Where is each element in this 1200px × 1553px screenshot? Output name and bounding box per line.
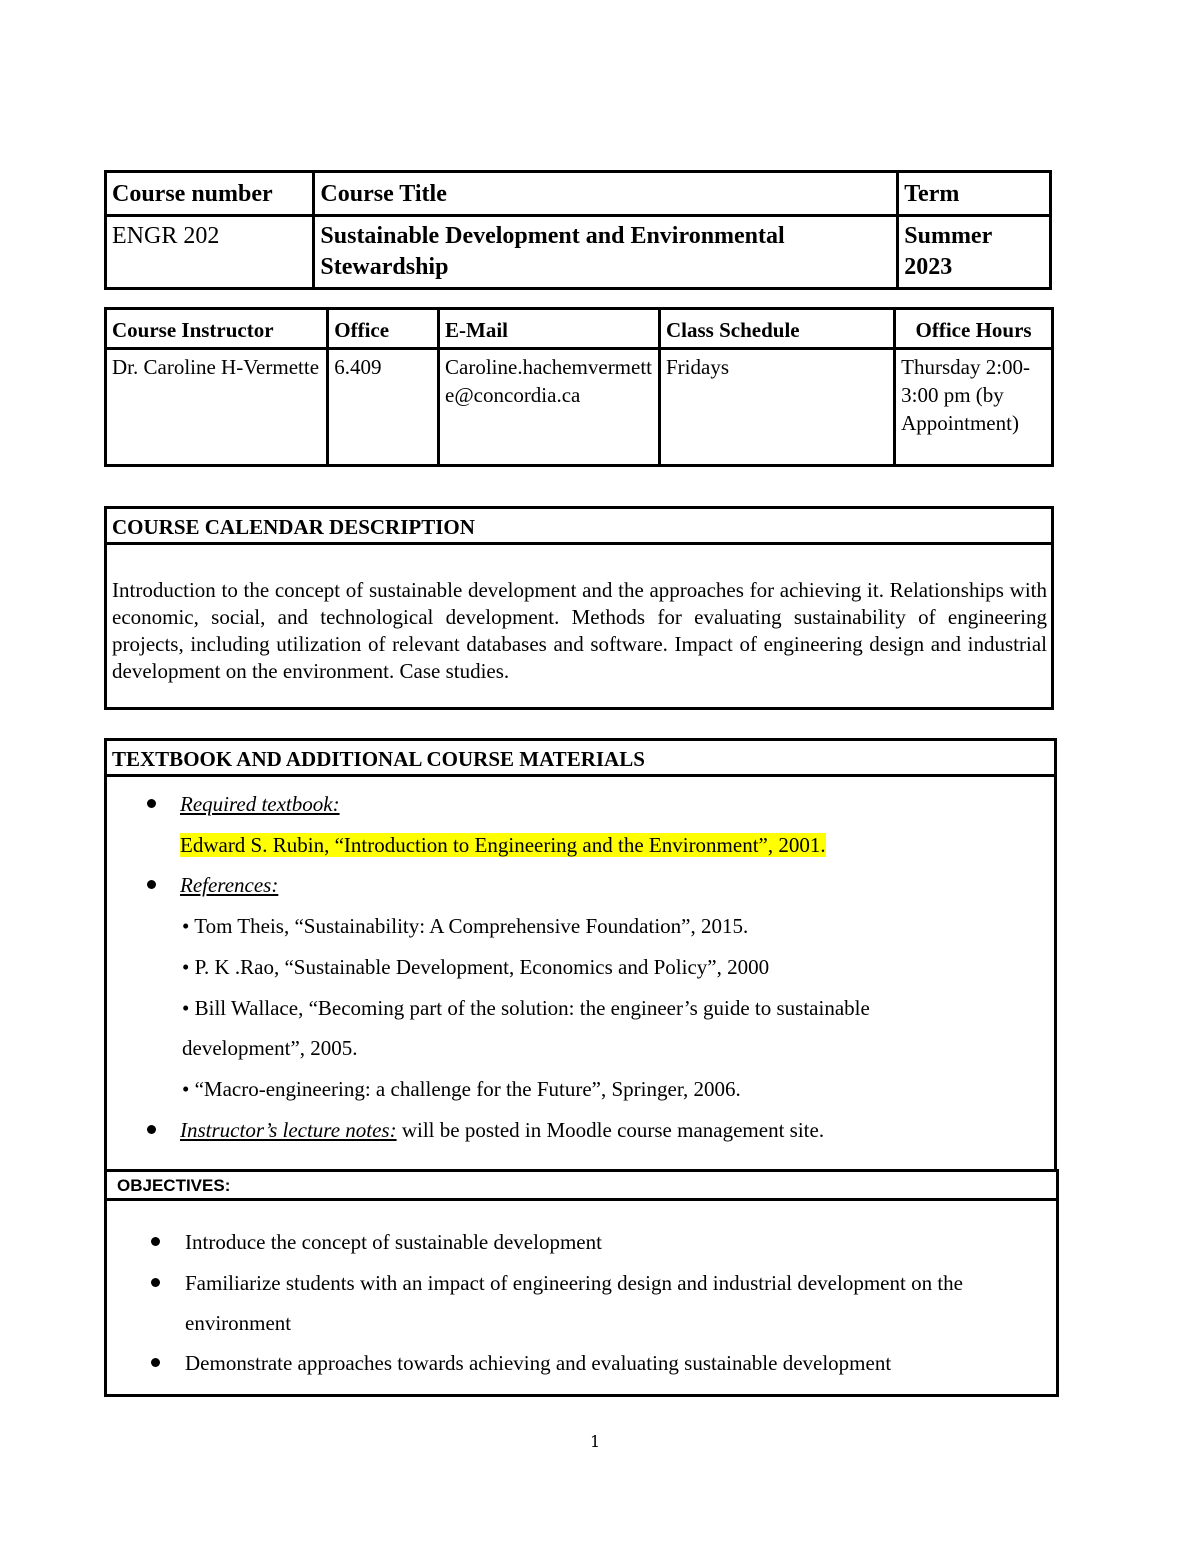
required-textbook xyxy=(180,831,826,859)
lecture-notes-line xyxy=(180,1116,824,1144)
objectives-section xyxy=(104,1169,1059,1397)
instructor-row xyxy=(106,349,1053,466)
email-header: E-Mail xyxy=(439,309,660,349)
course-number-cell: ENGR 202 xyxy=(106,216,314,289)
references-label: References: xyxy=(180,873,279,897)
objectives-heading: OBJECTIVES: xyxy=(107,1172,1056,1201)
course-info-row xyxy=(106,216,1051,289)
calendar-description: Introduction to the concept of sustainable development and the approaches for achieving it. Relationships with economic, social, and technological development. Methods for evaluating sustainability of engineering projects, including utilization of relevant databases and software. Impact of engineering design and industrial development on the environment. Case studies. xyxy=(112,578,1047,683)
objective-item: Introduce the concept of sustainable development xyxy=(185,1230,602,1254)
course-title-cell: Sustainable Development and Environmental Stewardship xyxy=(314,216,898,289)
bullet-icon xyxy=(147,1125,156,1134)
materials-section xyxy=(104,738,1057,1172)
lecture-notes-text: will be posted in Moodle course management site. xyxy=(396,1118,825,1142)
bullet-icon xyxy=(147,799,156,808)
instructor-cell: Dr. Caroline H-Vermette xyxy=(106,349,328,466)
course-info-table xyxy=(104,170,1052,290)
email-cell: Caroline.hachemvermette@concordia.ca xyxy=(439,349,660,466)
materials-heading: TEXTBOOK AND ADDITIONAL COURSE MATERIALS xyxy=(107,741,1054,777)
required-textbook-text: Edward S. Rubin, “Introduction to Engineering and the Environment”, 2001. xyxy=(180,833,826,857)
objective-item: Demonstrate approaches towards achieving and evaluating sustainable development xyxy=(185,1351,892,1375)
bullet-icon xyxy=(151,1237,160,1246)
required-textbook-label: Required textbook: xyxy=(180,792,340,816)
calendar-heading: COURSE CALENDAR DESCRIPTION xyxy=(107,509,1051,545)
course-title-header: Course Title xyxy=(314,172,898,216)
bullet-icon xyxy=(147,880,156,889)
office-cell: 6.409 xyxy=(328,349,439,466)
reference-item: • Tom Theis, “Sustainability: A Comprehensive Foundation”, 2015. xyxy=(182,914,749,938)
bullet-icon xyxy=(151,1278,160,1287)
lecture-notes-label: Instructor’s lecture notes: xyxy=(180,1118,397,1142)
objective-item: Familiarize students with an impact of engineering design and industrial development on the xyxy=(185,1271,963,1295)
office-hours-header: Office Hours xyxy=(895,309,1053,349)
instructor-header-row xyxy=(106,309,1053,349)
instructor-header: Course Instructor xyxy=(106,309,328,349)
reference-item: • Bill Wallace, “Becoming part of the solution: the engineer’s guide to sustainable xyxy=(182,996,870,1020)
term-cell: Summer 2023 xyxy=(898,216,1051,289)
office-hours-cell: Thursday 2:00-3:00 pm (by Appointment) xyxy=(895,349,1053,466)
instructor-table xyxy=(104,307,1054,467)
reference-item: • P. K .Rao, “Sustainable Development, Economics and Policy”, 2000 xyxy=(182,955,770,979)
reference-item: • “Macro-engineering: a challenge for the Future”, Springer, 2006. xyxy=(182,1077,741,1101)
course-info-header-row xyxy=(106,172,1051,216)
schedule-header: Class Schedule xyxy=(660,309,895,349)
term-header: Term xyxy=(898,172,1051,216)
bullet-icon xyxy=(151,1358,160,1367)
objective-item-continued: environment xyxy=(185,1311,292,1335)
schedule-cell: Fridays xyxy=(660,349,895,466)
page-number: 1 xyxy=(590,1432,601,1451)
calendar-section xyxy=(104,506,1054,710)
reference-item-continued: development”, 2005. xyxy=(182,1036,358,1060)
office-header: Office xyxy=(328,309,439,349)
course-number-header: Course number xyxy=(106,172,314,216)
